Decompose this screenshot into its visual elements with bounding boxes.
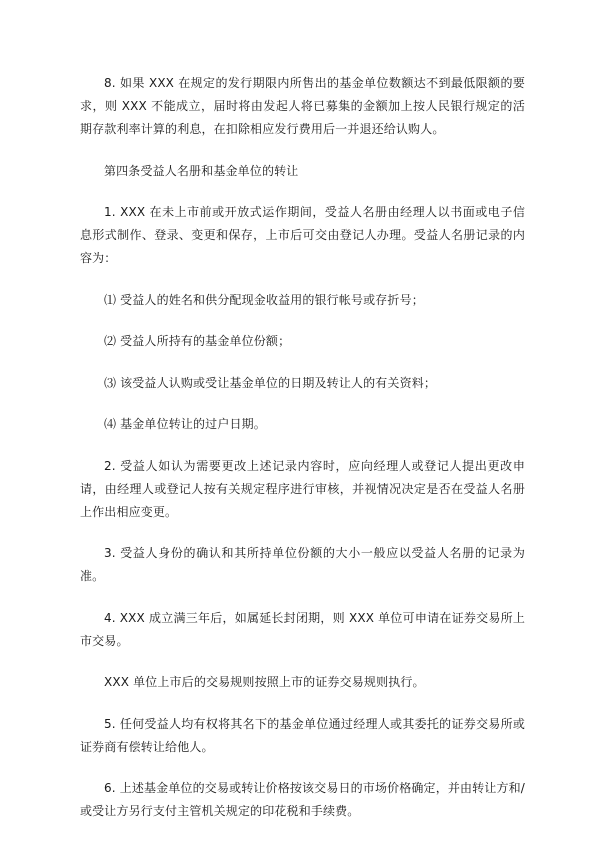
list-item-2: ⑵ 受益人所持有的基金单位份额； (104, 334, 291, 348)
document-body (80, 72, 525, 842)
paragraph-clause-1: 1. XXX 在未上市前或开放式运作期间，受益人名册由经理人以书面或电子信息形式制作、登录、变更和保存，上市后可交由登记人办理。受益人名册记录的内容为： (80, 205, 525, 265)
list-item-1: ⑴ 受益人的姓名和供分配现金收益用的银行帐号或存折号； (104, 292, 424, 307)
paragraph-clause-8: 8. 如果 XXX 在规定的发行期限内所售出的基金单位数额达不到最低限额的要求，则 XXX 不能成立，届时将由发起人将已募集的金额加上按人民银行规定的活期存款利率计算的利息，在扣除相应发行费用后一并退还给认购人。 (80, 76, 525, 136)
paragraph-clause-5: 5. 任何受益人均有权将其名下的基金单位通过经理人或其委托的证券交易所或证券商有偿转让给他人。 (80, 716, 525, 754)
section-heading-article-4: 第四条受益人名册和基金单位的转让 (104, 163, 299, 178)
paragraph-listing-rules: XXX 单位上市后的交易规则按照上市的证券交易规则执行。 (104, 675, 425, 689)
paragraph-clause-2: 2. 受益人如认为需要更改上述记录内容时，应向经理人或登记人提出更改申请，由经理人或登记人按有关规定程序进行审核，并视情况决定是否在受益人名册上作出相应变更。 (80, 458, 525, 519)
paragraph-clause-6: 6. 上述基金单位的交易或转让价格按该交易日的市场价格确定，并由转让方和/或受让方另行支付主管机关规定的印花税和手续费。 (80, 781, 525, 818)
paragraph-clause-3: 3. 受益人身份的确认和其所持单位份额的大小一般应以受益人名册的记录为准。 (80, 546, 525, 583)
list-item-4: ⑷ 基金单位转让的过户日期。 (104, 417, 266, 431)
paragraph-clause-4: 4. XXX 成立满三年后，如属延长封闭期，则 XXX 单位可申请在证券交易所上市交易。 (80, 610, 525, 648)
list-item-3: ⑶ 该受益人认购或受让基金单位的日期及转让人的有关资料； (104, 375, 437, 390)
